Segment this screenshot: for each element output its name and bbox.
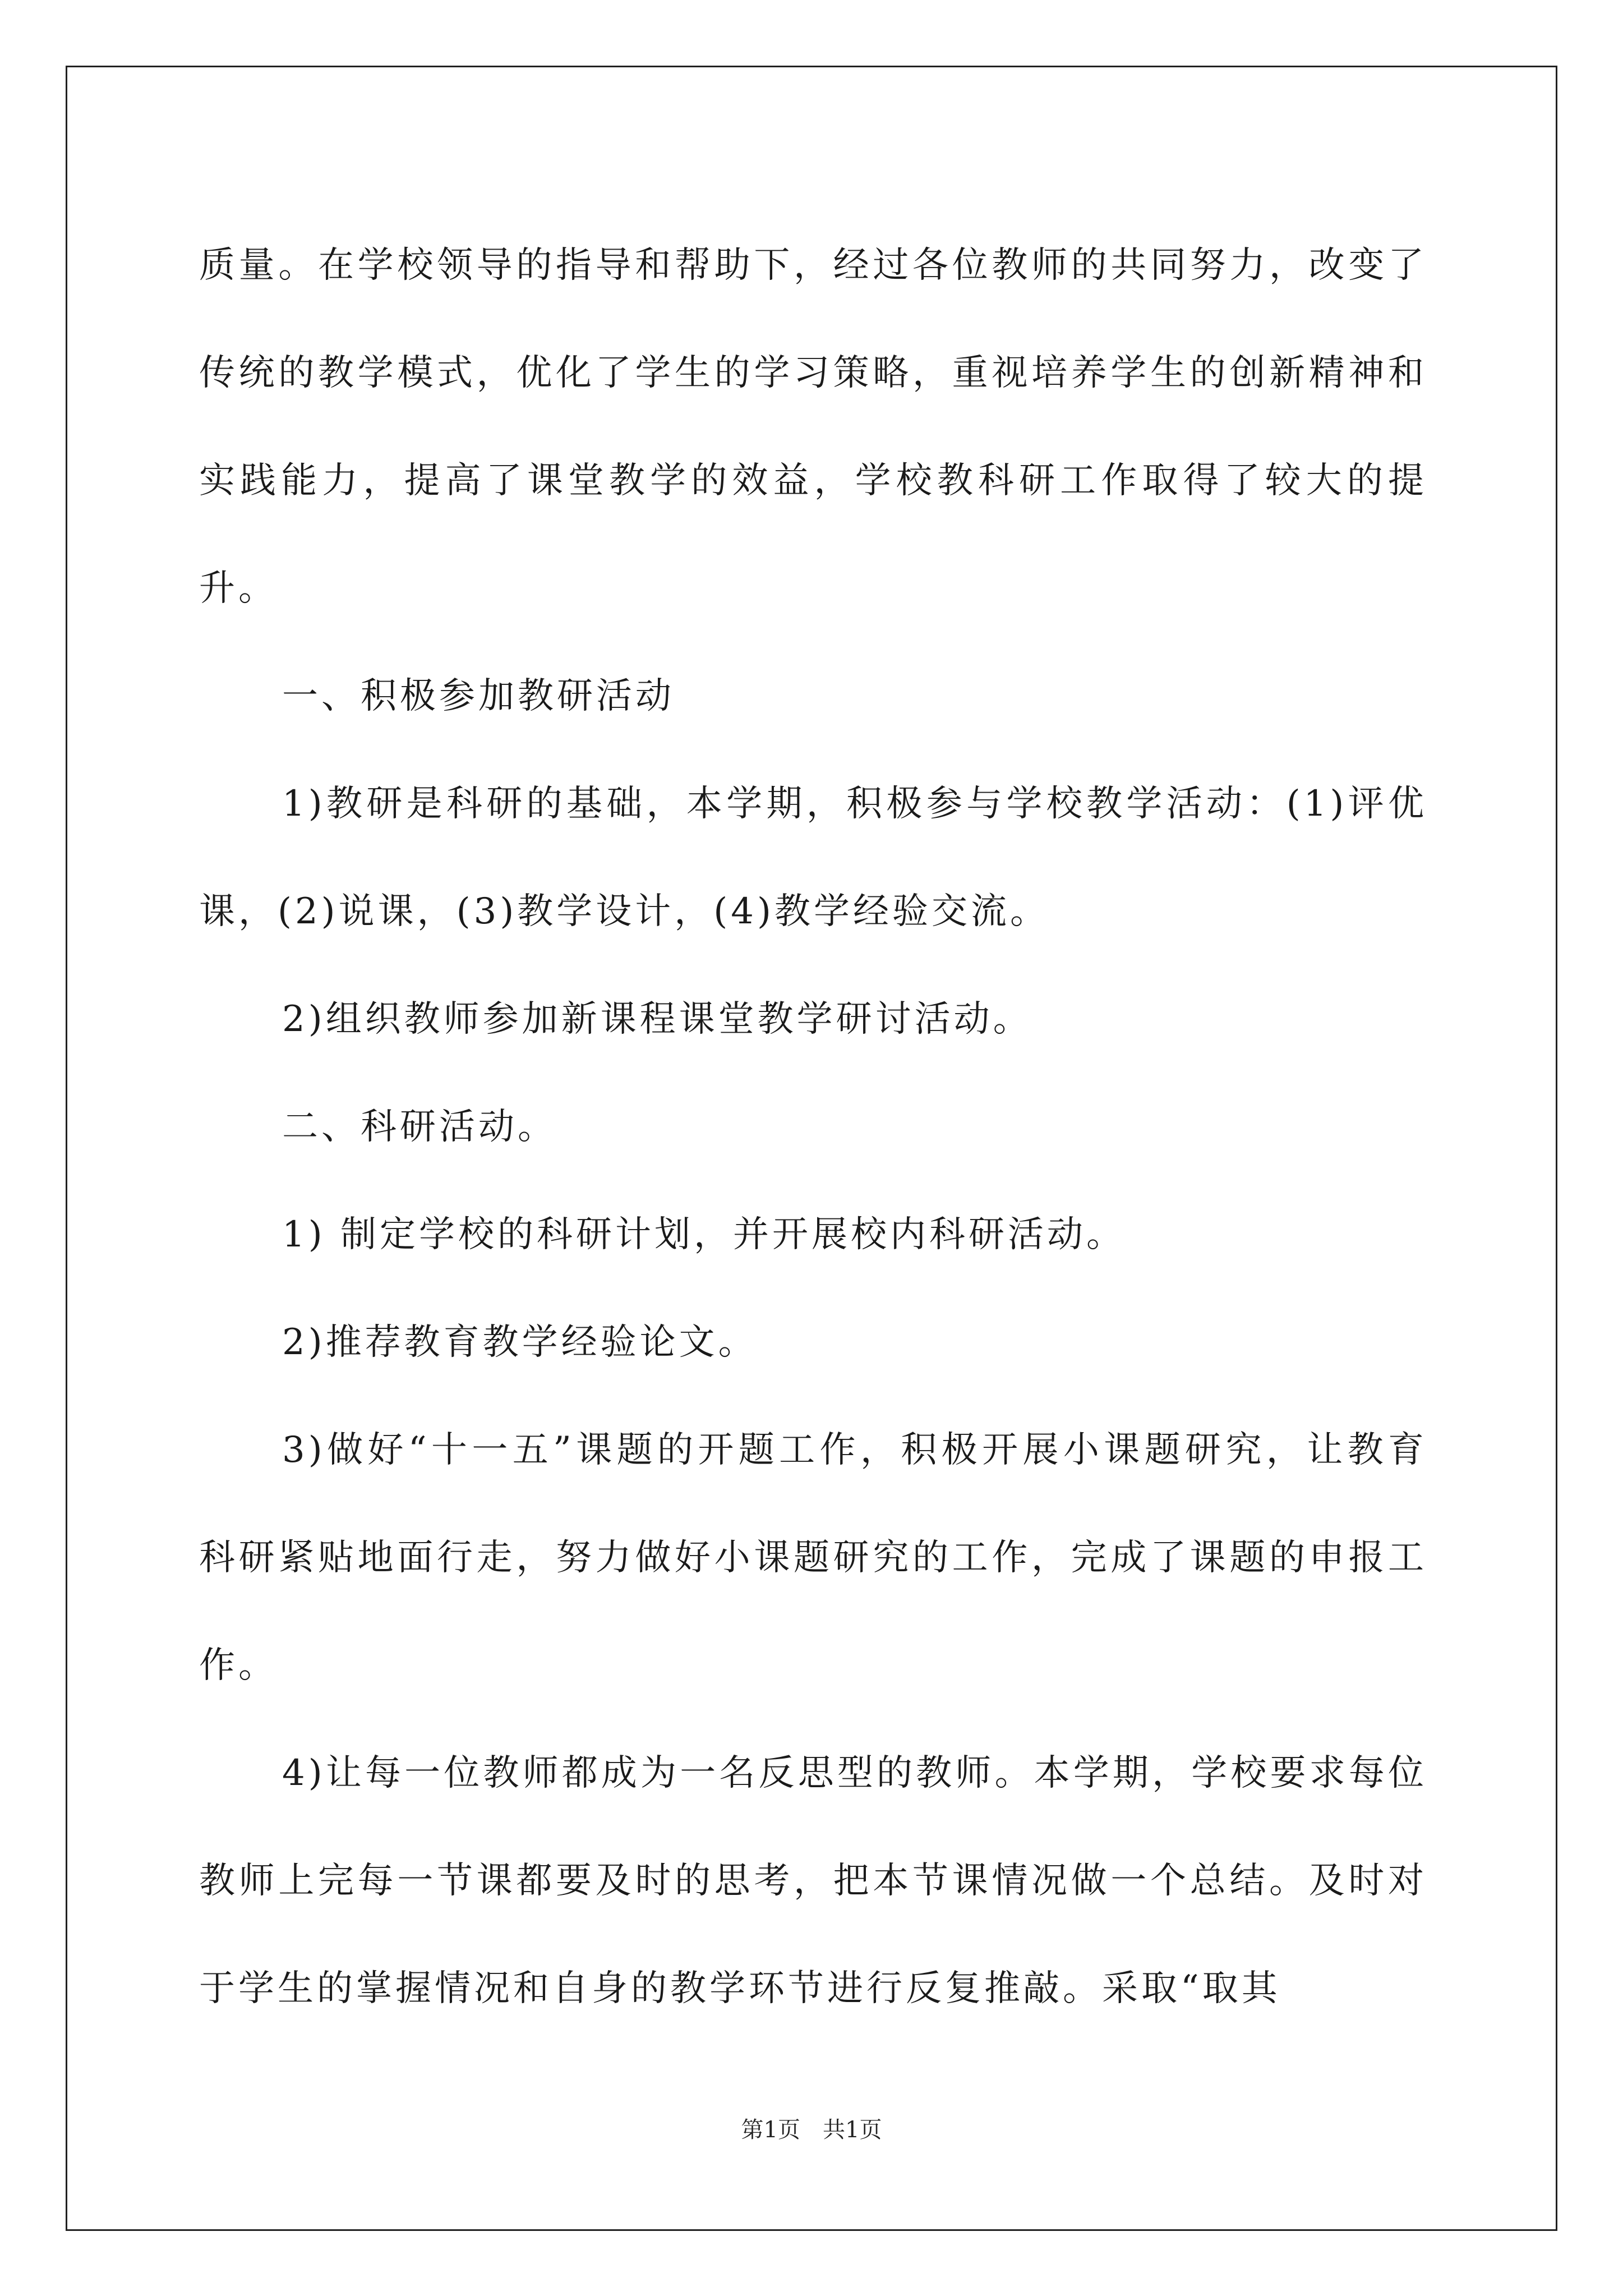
page-footer [0,2116,1623,2144]
heading-section-2: 二、科研活动。 [282,1106,557,1148]
paragraph-section-2-item-4: 4)让每一位教师都成为一名反思型的教师。本学期，学校要求每位教师上完每一节课都要及时的思考，把本节课情况做一个总结。及时对于学生的掌握情况和自身的教学环节进行反复推敲。采取“取其 [199,1752,1427,2009]
paragraph-intro: 质量。在学校领导的指导和帮助下，经过各位教师的共同努力，改变了传统的教学模式，优化了学生的学习策略，重视培养学生的创新精神和实践能力，提高了课堂教学的效益，学校教科研工作取得了较大的提升。 [199,245,1427,609]
heading-section-1: 一、积极参加教研活动 [282,675,675,717]
page-number-current: 第1页 [741,2117,800,2143]
paragraph-section-1-item-2: 2)组织教师参加新课程课堂教学研讨活动。 [282,999,1032,1040]
page-number-total: 共1页 [823,2117,882,2143]
paragraph-section-2-item-1: 1) 制定学校的科研计划，并开展校内科研活动。 [282,1214,1126,1255]
paragraph-section-1-item-1: 1)教研是科研的基础，本学期，积极参与学校教学活动：(1)评优课，(2)说课，(3)教学设计，(4)教学经验交流。 [199,783,1427,932]
paragraph-section-2-item-3: 3)做好“十一五”课题的开题工作，积极开展小课题研究，让教育科研紧贴地面行走，努力做好小课题研究的工作，完成了课题的申报工作。 [199,1429,1427,1686]
document-body [199,211,1427,2042]
paragraph-section-2-item-2: 2)推荐教育教学经验论文。 [282,1322,758,1363]
